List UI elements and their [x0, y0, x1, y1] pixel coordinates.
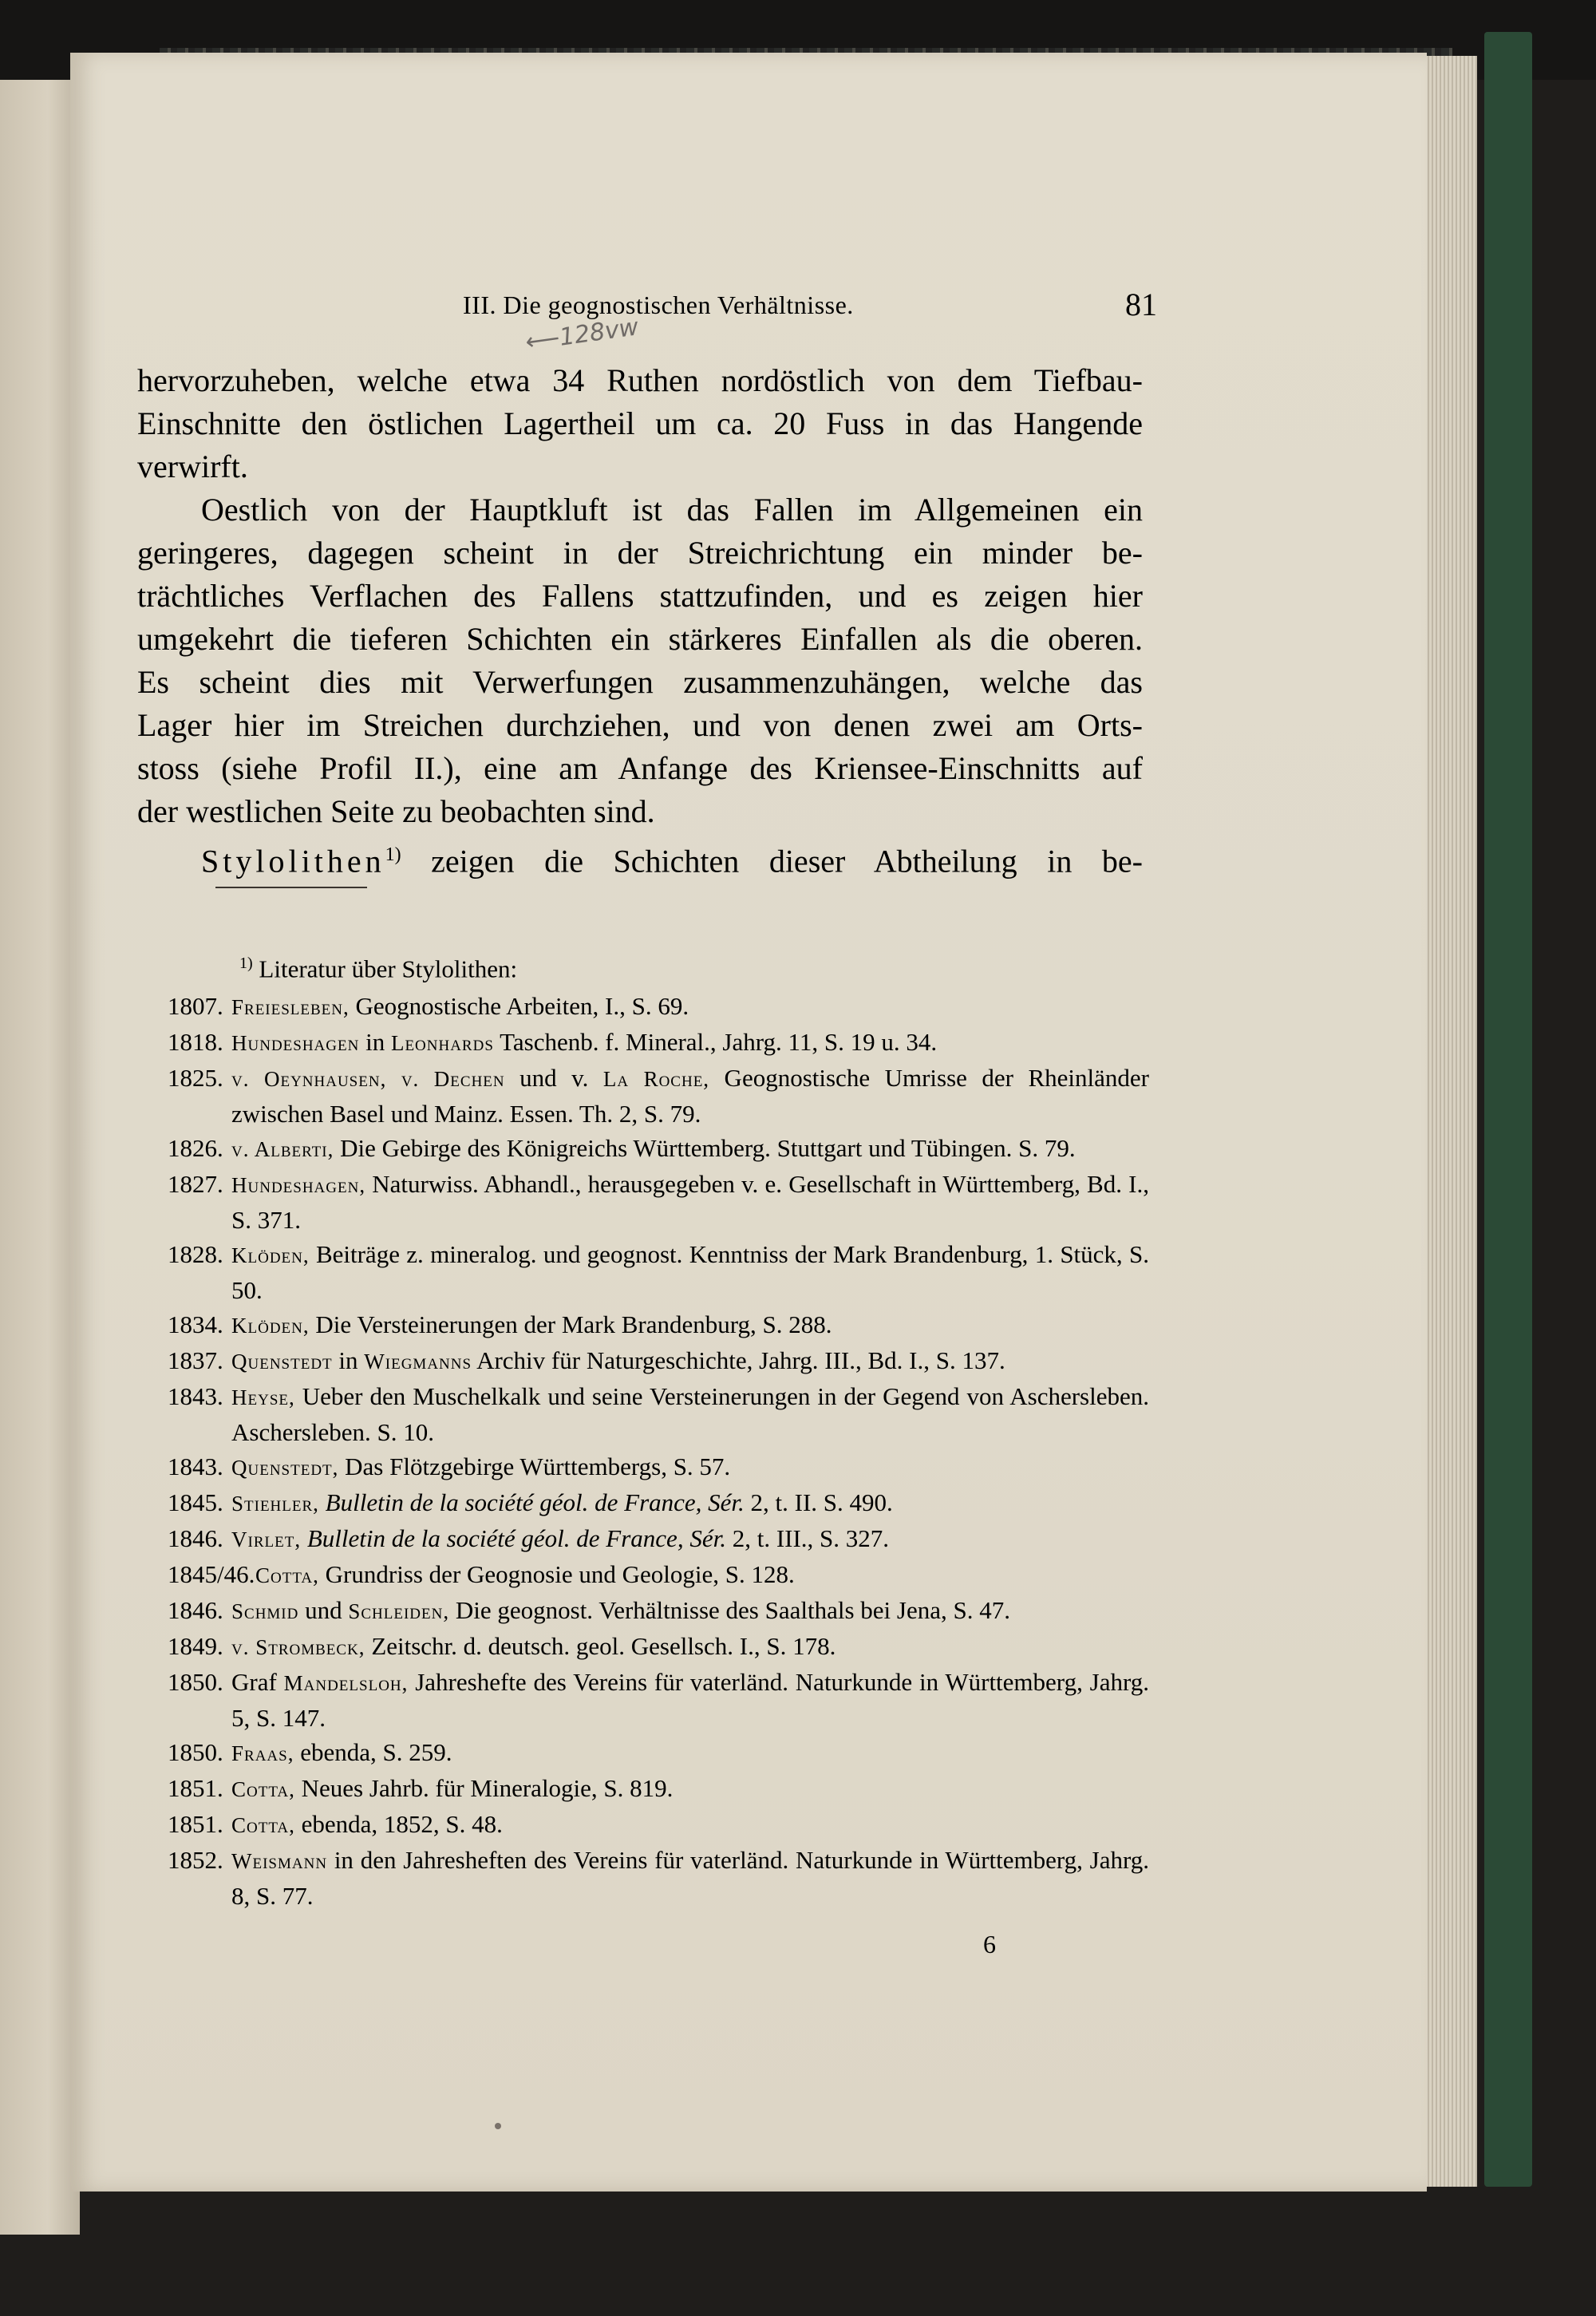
- footnote-body: Grundriss der Geognosie und Geologie, S. 128.: [318, 1560, 795, 1588]
- footnote-year: 1826.: [168, 1134, 223, 1162]
- footnote-text: [231, 1521, 1149, 1557]
- footnote-year: 1807.: [168, 992, 223, 1020]
- footnote-entry: [168, 1557, 1149, 1593]
- footnote-author: Fraas,: [231, 1741, 294, 1765]
- footnote-entry: [168, 1521, 1149, 1557]
- footnote-text: [231, 1131, 1149, 1167]
- footnote-text: [231, 1735, 1149, 1771]
- footnote-body: Neues Jahrb. für Mineralogie, S. 819.: [294, 1774, 674, 1802]
- spaced-term: Stylolithen: [201, 843, 385, 879]
- footnote-body: 2, t. II. S. 490.: [744, 1488, 893, 1516]
- book-cover-edge: [1484, 32, 1532, 2187]
- footnote-text: [231, 1485, 1149, 1521]
- footnote-body: Zeitschr. d. deutsch. geol. Gesellsch. I., S. 178.: [365, 1632, 836, 1660]
- footnote-author: Klöden,: [231, 1243, 310, 1267]
- footnote-author: Heyse,: [231, 1385, 295, 1409]
- footnote-body: Die Gebirge des Königreichs Württemberg. Stuttgart und Tübingen. S. 79.: [334, 1134, 1076, 1162]
- footnote-text: [231, 1379, 1149, 1449]
- footnote-entry: [168, 1807, 1149, 1843]
- footnote-author: Cotta,: [255, 1563, 319, 1587]
- footnote-author: Schleiden,: [348, 1599, 450, 1623]
- footnote-text: [231, 1665, 1149, 1735]
- footnote-author: Stiehler,: [231, 1492, 319, 1516]
- footnote-entry: [168, 1131, 1149, 1167]
- footnote-author: v. Oeynhausen, v. Dechen: [231, 1067, 505, 1091]
- running-header: [391, 287, 1189, 338]
- footnote-year: 1843.: [168, 1452, 223, 1480]
- footnote-year: 1828.: [168, 1240, 223, 1268]
- footnote-list: [168, 989, 1149, 1913]
- footnote-entry: [168, 1237, 1149, 1307]
- footnote-body: ebenda, S. 259.: [294, 1738, 452, 1766]
- text-line: Oestlich von der Hauptkluft ist das Fallen im Allgemeinen ein: [201, 492, 1143, 528]
- footnote-year: 1850.: [168, 1738, 223, 1766]
- footnote-entry: [168, 1167, 1149, 1237]
- footnote-text: [231, 1343, 1149, 1379]
- footnote-marker: 1): [239, 954, 253, 972]
- footnote-year: 1825.: [168, 1064, 223, 1092]
- pencil-arrow-icon: ⟵: [523, 324, 562, 357]
- text-line: trächtliches Verflachen des Fallens stattzufinden, und es zeigen hier: [137, 578, 1143, 614]
- text-line: stoss (siehe Profil II.), eine am Anfange des Kriensee-Einschnitts auf: [137, 750, 1143, 786]
- footnote-entry: [168, 1061, 1149, 1131]
- footnote-journal: Bulletin de la société géol. de France, Sér.: [306, 1524, 726, 1552]
- paper-speck: [495, 2123, 501, 2129]
- footnote-body: Taschenb. f. Mineral., Jahrg. 11, S. 19 u. 34.: [493, 1028, 938, 1056]
- text-line-stylolithen: [137, 833, 1143, 879]
- footnote-author: Hundeshagen,: [231, 1173, 366, 1197]
- footnote-text: [231, 1629, 1149, 1665]
- footnote-body: Geognostische Umrisse der Rheinländer zwischen Basel und Mainz. Essen. Th. 2, S. 79.: [231, 1064, 1149, 1128]
- text-line: umgekehrt die tieferen Schichten ein stärkeres Einfallen als die oberen.: [137, 621, 1143, 657]
- footnote-author: v. Alberti,: [231, 1137, 334, 1161]
- footnote-entry: [168, 989, 1149, 1025]
- footnote-body: Geognostische Arbeiten, I., S. 69.: [349, 992, 689, 1020]
- text-line: Einschnitte den östlichen Lagertheil um ca. 20 Fuss in das Hangende: [137, 405, 1143, 441]
- footnote-author: Freiesleben,: [231, 995, 350, 1019]
- pencil-note-text: 128vw: [557, 313, 641, 352]
- footnote-author: Schmid: [231, 1599, 299, 1623]
- text-line: verwirft.: [137, 449, 248, 484]
- footnote-body: [319, 1488, 326, 1516]
- footnote-year: 1846.: [168, 1596, 223, 1624]
- footnote-author: Weismann: [231, 1849, 328, 1873]
- footnote-text: [231, 989, 1149, 1025]
- footnote-body: 2, t. III., S. 327.: [725, 1524, 890, 1552]
- footnote-journal: Bulletin de la société géol. de France, Sér.: [325, 1488, 745, 1516]
- text-line: Es scheint dies mit Verwerfungen zusammenzuhängen, welche das: [137, 664, 1143, 700]
- footnote-body: Das Flötzgebirge Württembergs, S. 57.: [338, 1452, 731, 1480]
- footnote-author: Quenstedt,: [231, 1456, 339, 1480]
- footnote-entry: [168, 1449, 1149, 1485]
- footnote-body: Die Versteinerungen der Mark Brandenburg, S. 288.: [309, 1310, 832, 1338]
- footnote-author: Klöden,: [231, 1314, 310, 1338]
- footnote-entry: [168, 1771, 1149, 1807]
- footnote-text: [231, 1025, 1149, 1061]
- footnote-text: [255, 1557, 1149, 1593]
- text-line-rest: zeigen die Schichten dieser Abtheilung in be-: [401, 843, 1143, 879]
- footnote-body: und v.: [504, 1064, 603, 1092]
- footnote-intro: [239, 954, 517, 983]
- text-line: Lager hier im Streichen durchziehen, und von denen zwei am Orts-: [137, 707, 1143, 743]
- footnote-author: Wiegmanns: [364, 1350, 472, 1373]
- footnote-text: [231, 1449, 1149, 1485]
- footnote-entry: [168, 1343, 1149, 1379]
- footnote-entry: [168, 1025, 1149, 1061]
- footnote-entry: [168, 1593, 1149, 1629]
- footnote-body: [301, 1524, 307, 1552]
- footnote-body: und: [298, 1596, 349, 1624]
- footnote-entry: [168, 1485, 1149, 1521]
- text-line: hervorzuheben, welche etwa 34 Ruthen nordöstlich von dem Tiefbau-: [137, 362, 1143, 398]
- footnote-year: 1851.: [168, 1810, 223, 1838]
- footnote-year: 1846.: [168, 1524, 223, 1552]
- footnote-text: [231, 1237, 1149, 1307]
- footnote-marker[interactable]: 1): [385, 844, 401, 865]
- footnote-year: 1850.: [168, 1668, 223, 1696]
- footnote-author: Leonhards: [390, 1031, 494, 1055]
- footnote-year: 1845/46.: [168, 1560, 255, 1588]
- footnote-year: 1852.: [168, 1846, 223, 1874]
- footnote-body: Graf: [231, 1668, 284, 1696]
- footnote-text: [231, 1807, 1149, 1843]
- footnote-year: 1843.: [168, 1382, 223, 1410]
- footnote-body: in den Jahresheften des Vereins für vaterländ. Naturkunde in Württemberg, Jahrg. 8, S. 77.: [231, 1846, 1149, 1910]
- footnote-text: [231, 1771, 1149, 1807]
- running-header-title: III. Die geognostischen Verhältnisse.: [463, 290, 854, 319]
- footnote-entry: [168, 1307, 1149, 1343]
- page-number: 81: [1125, 287, 1157, 322]
- footnote-body: in: [359, 1028, 391, 1056]
- footnote-rule: [215, 887, 367, 888]
- footnote-body: Die geognost. Verhältnisse des Saalthals bei Jena, S. 47.: [449, 1596, 1010, 1624]
- previous-page-edge: [0, 80, 80, 2235]
- footnote-author: Cotta,: [231, 1813, 295, 1837]
- footnote-text: [231, 1843, 1149, 1913]
- footnote-entry: [168, 1735, 1149, 1771]
- footnote-year: 1818.: [168, 1028, 223, 1056]
- footnote-body: Naturwiss. Abhandl., herausgegeben v. e. Gesellschaft in Württemberg, Bd. I., S. 371.: [231, 1170, 1149, 1234]
- footnote-text: [231, 1593, 1149, 1629]
- footnote-year: 1837.: [168, 1346, 223, 1374]
- footnote-year: 1849.: [168, 1632, 223, 1660]
- footnote-entry: [168, 1843, 1149, 1913]
- footnote-entry: [168, 1379, 1149, 1449]
- footnote-author: La Roche,: [602, 1067, 710, 1091]
- footnote-author: Hundeshagen: [231, 1031, 360, 1055]
- footnote-body: in: [332, 1346, 365, 1374]
- footnote-text: [231, 1307, 1149, 1343]
- footnote-body: ebenda, 1852, S. 48.: [294, 1810, 503, 1838]
- footnote-author: Quenstedt: [231, 1350, 333, 1373]
- footnote-author: Cotta,: [231, 1777, 295, 1801]
- body-text: [137, 359, 1143, 879]
- footnote-body: Ueber den Muschelkalk und seine Versteinerungen in der Gegend von Aschersleben. Aschersleben. S. 10.: [231, 1382, 1149, 1446]
- footnote-year: 1851.: [168, 1774, 223, 1802]
- text-line: geringeres, dagegen scheint in der Streichrichtung ein minder be-: [137, 535, 1143, 571]
- footnote-author: Virlet,: [231, 1528, 302, 1551]
- text-line: der westlichen Seite zu beobachten sind.: [137, 793, 655, 829]
- footnote-year: 1845.: [168, 1488, 223, 1516]
- footnote-body: Archiv für Naturgeschichte, Jahrg. III., Bd. I., S. 137.: [472, 1346, 1005, 1374]
- footnote-body: Jahreshefte des Vereins für vaterländ. Naturkunde in Württemberg, Jahrg. 5, S. 147.: [231, 1668, 1149, 1732]
- footnote-text: [231, 1167, 1149, 1237]
- footnote-author: v. Strombeck,: [231, 1635, 365, 1659]
- footnote-year: 1834.: [168, 1310, 223, 1338]
- footnote-entry: [168, 1629, 1149, 1665]
- footnote-body: Beiträge z. mineralog. und geognost. Kenntniss der Mark Brandenburg, 1. Stück, S. 50.: [231, 1240, 1149, 1304]
- footnote-intro-text: Literatur über Stylolithen:: [252, 954, 518, 983]
- footnote-year: 1827.: [168, 1170, 223, 1198]
- footnote-text: [231, 1061, 1149, 1131]
- footnote-entry: [168, 1665, 1149, 1735]
- signature-mark: 6: [983, 1930, 996, 1958]
- footnote-author: Mandelsloh,: [283, 1671, 409, 1695]
